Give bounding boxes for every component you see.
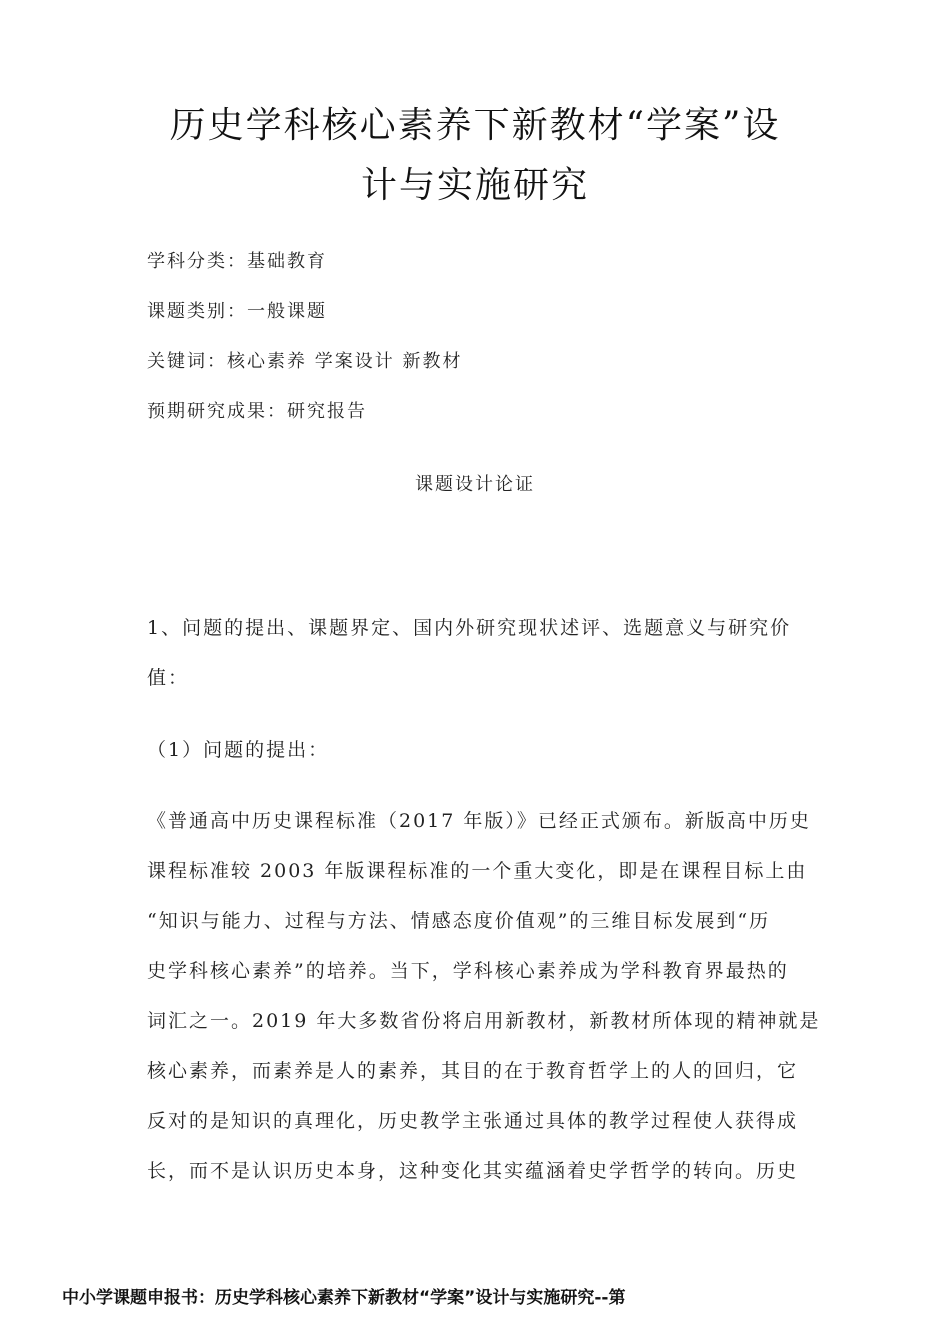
page-footer: 中小学课题申报书：历史学科核心素养下新教材“学案”设计与实施研究--第 [62, 1288, 626, 1308]
subheading: （1）问题的提出： [147, 739, 330, 761]
body-line: 反对的是知识的真理化，历史教学主张通过具体的教学过程使人获得成 [147, 1110, 799, 1132]
body-line: 史学科核心素养”的培养。当下，学科核心素养成为学科教育界最热的 [147, 960, 789, 982]
body-line: 长，而不是认识历史本身，这种变化其实蕴涵着史学哲学的转向。历史 [147, 1160, 799, 1182]
meta-category: 课题类别：一般课题 [147, 301, 327, 322]
body-line: 词汇之一。2019 年大多数省份将启用新教材，新教材所体现的精神就是 [147, 1010, 821, 1032]
meta-subject: 学科分类：基础教育 [147, 251, 327, 272]
body-line: 《普通高中历史课程标准（2017 年版）》已经正式颁布。新版高中历史 [147, 810, 811, 832]
section-heading: 课题设计论证 [415, 474, 535, 495]
body-line: “知识与能力、过程与方法、情感态度价值观”的三维目标发展到“历 [147, 910, 771, 932]
title-line-2: 计与实施研究 [360, 165, 589, 206]
meta-outcome: 预期研究成果：研究报告 [147, 401, 367, 422]
body-line: 课程标准较 2003 年版课程标准的一个重大变化，即是在课程目标上由 [147, 860, 808, 882]
title-line-1: 历史学科核心素养下新教材“学案”设 [169, 105, 781, 146]
body-line: 核心素养，而素养是人的素养，其目的在于教育哲学上的人的回归，它 [147, 1060, 799, 1082]
question-line-2: 值： [147, 667, 190, 689]
question-line-1: 1、问题的提出、课题界定、国内外研究现状述评、选题意义与研究价 [147, 617, 792, 639]
meta-keywords: 关键词：核心素养 学案设计 新教材 [147, 351, 463, 372]
document-title [120, 96, 830, 216]
